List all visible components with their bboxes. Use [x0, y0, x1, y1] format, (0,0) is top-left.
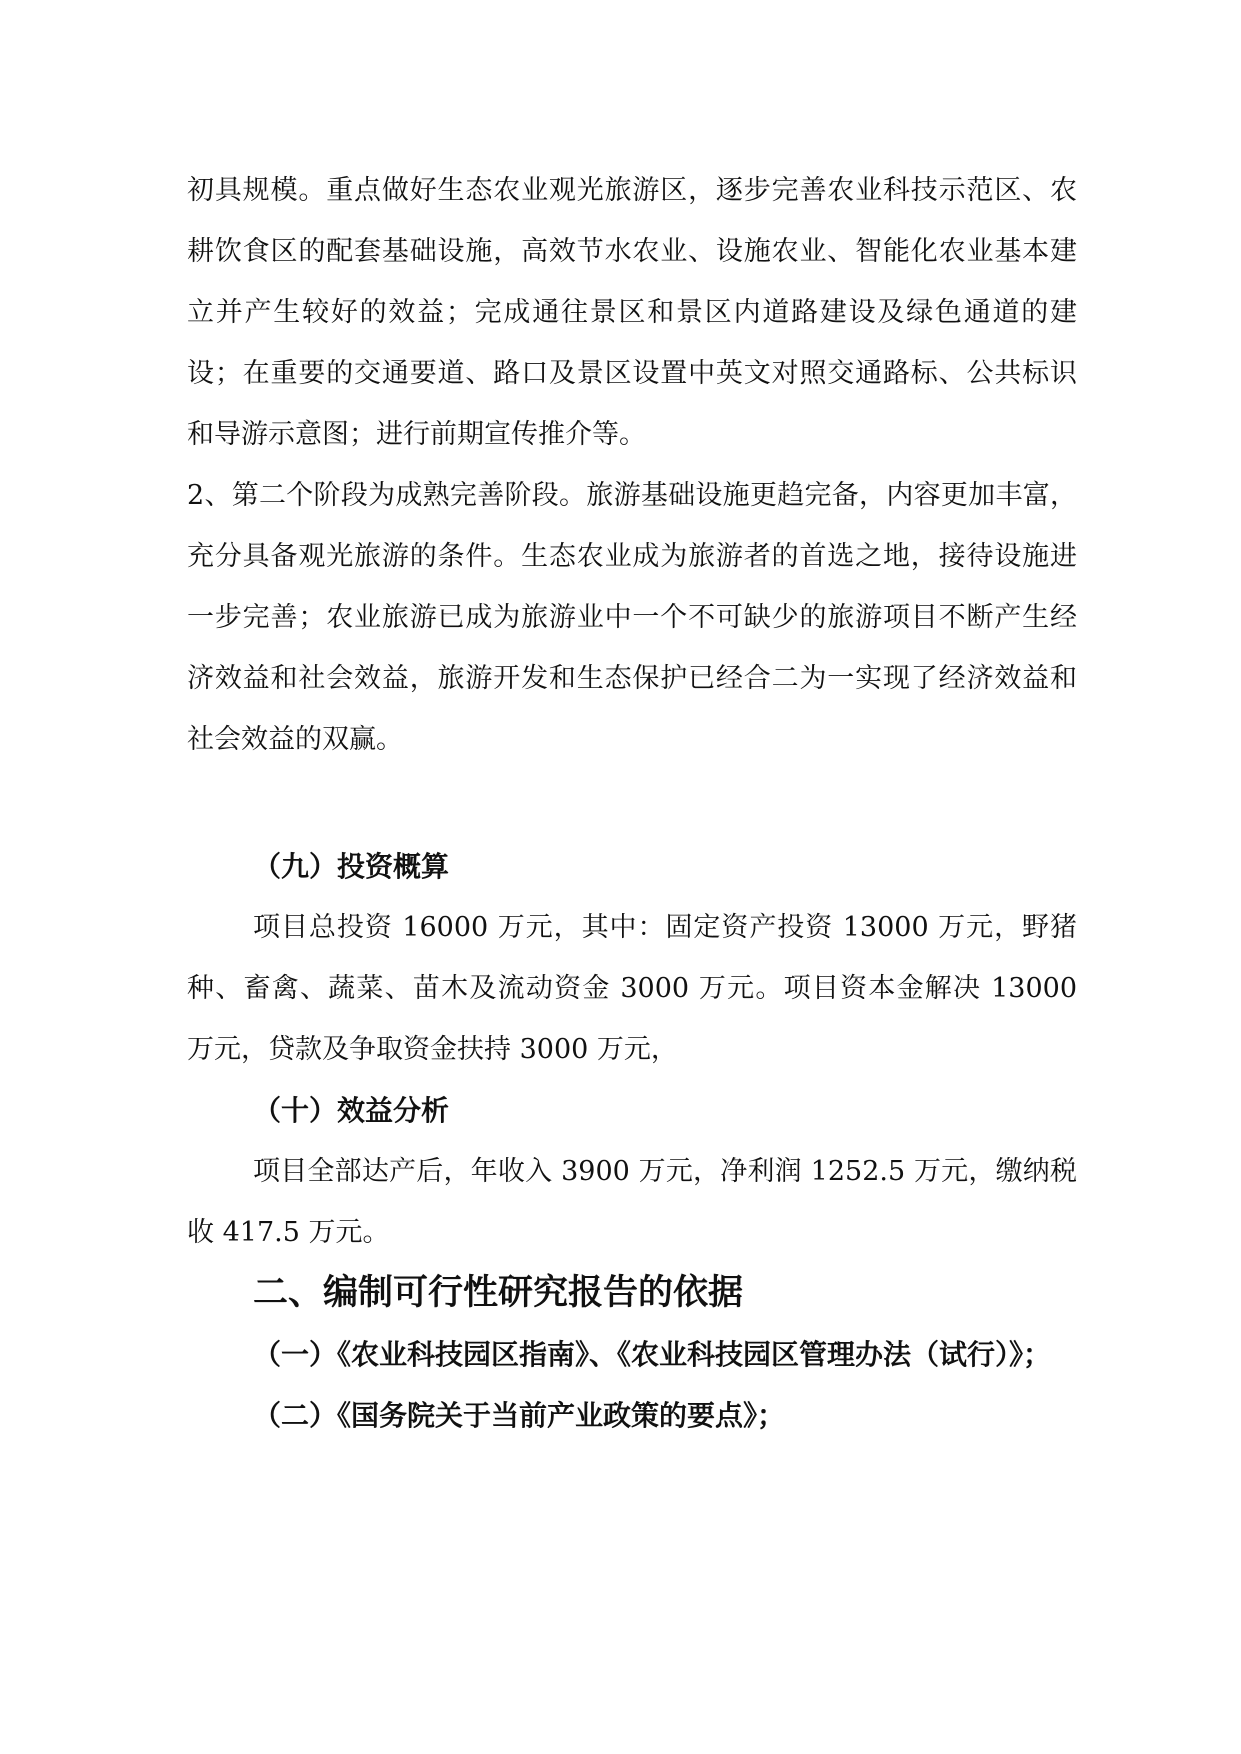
benefit-paragraph: 项目全部达产后，年收入 3900 万元，净利润 1252.5 万元，缴纳税收 417.5 万元。 [187, 1156, 1077, 1248]
section-two-heading: 二、编制可行性研究报告的依据 [253, 1273, 744, 1313]
paragraph-phase-one-continued: 初具规模。重点做好生态农业观光旅游区，逐步完善农业科技示范区、农耕饮食区的配套基础设施，高效节水农业、设施农业、智能化农业基本建立并产生较好的效益；完成通往景区和景区内道路建设及绿色通道的建设；在重要的交通要道、路口及景区设置中英文对照交通路标、公共标识和导游示意图；进行前期宣传推介等。 [187, 175, 1077, 450]
investment-heading: （九）投资概算 [253, 850, 450, 883]
basis-item-one: （一）《农业科技园区指南》、《农业科技园区管理办法（试行）》； [253, 1338, 1052, 1371]
basis-item-two: （二）《国务院关于当前产业政策的要点》； [253, 1399, 786, 1432]
investment-paragraph: 项目总投资 16000 万元，其中：固定资产投资 13000 万元，野猪种、畜禽、蔬菜、苗木及流动资金 3000 万元。项目资本金解决 13000 万元，贷款及争取资金扶持 3000 万元， [187, 912, 1077, 1065]
spacer [187, 770, 1077, 836]
paragraph-phase-two: 2、第二个阶段为成熟完善阶段。旅游基础设施更趋完备，内容更加丰富，充分具备观光旅游的条件。生态农业成为旅游者的首选之地，接待设施进一步完善；农业旅游已成为旅游业中一个不可缺少的旅游项目不断产生经济效益和社会效益，旅游开发和生态保护已经合二为一实现了经济效益和社会效益的双赢。 [187, 480, 1077, 755]
benefit-heading: （十）效益分析 [253, 1094, 450, 1127]
document-body [187, 160, 1077, 1446]
